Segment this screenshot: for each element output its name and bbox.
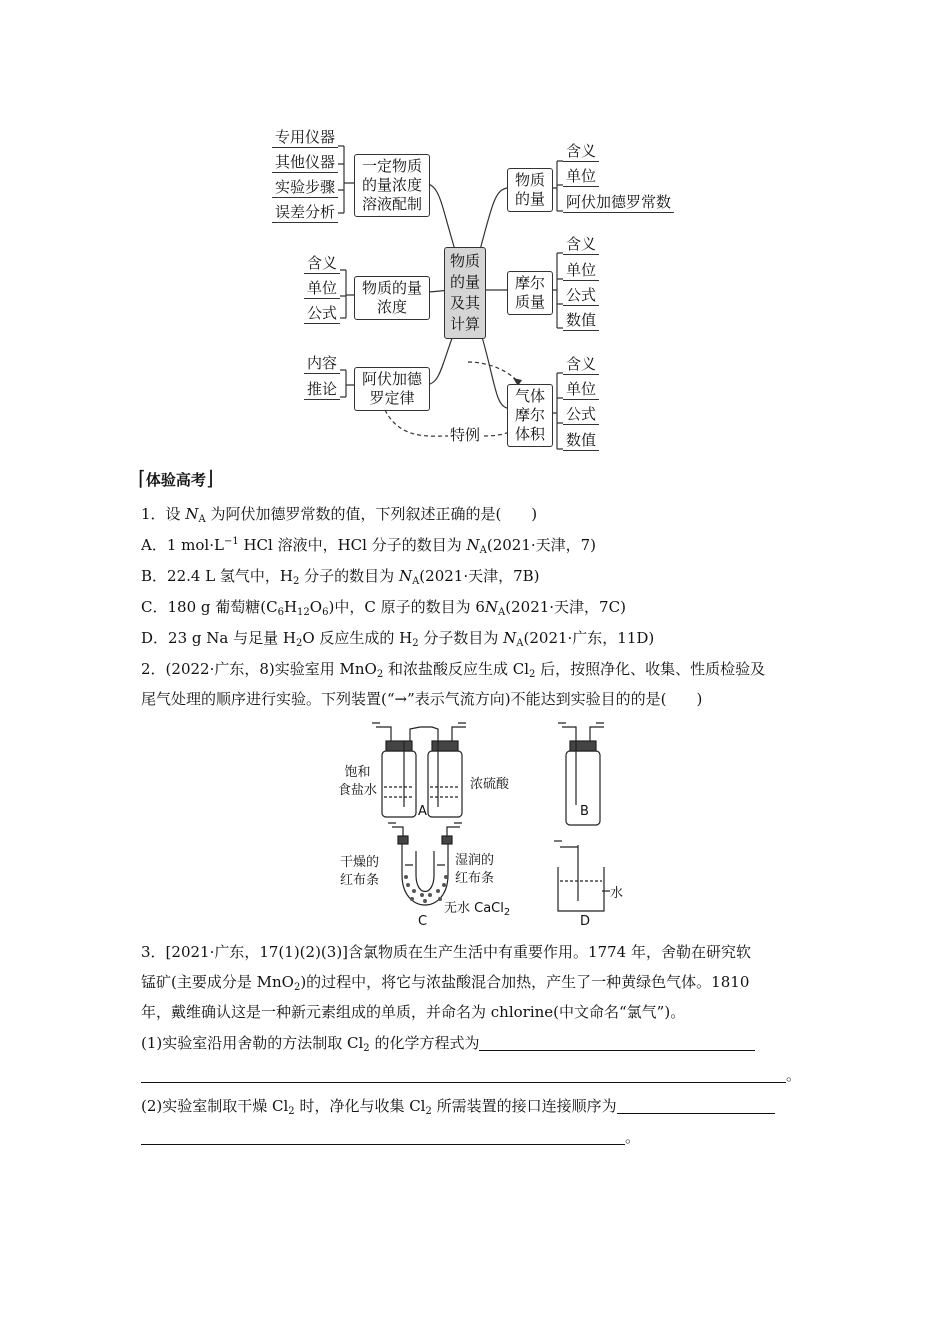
mind-map-leaf: 含义 [563,235,599,255]
mind-map-leaf: 其他仪器 [272,153,338,173]
label-wet-cloth: 湿润的 红布条 [455,853,495,886]
label-a: A [418,804,427,819]
mind-map-node-molar-volume: 气体 摩尔 体积 [507,384,553,447]
question-3-line-2: 锰矿(主要成分是 MnO$_2$)的过程中，将它与浓盐酸混合加热，产生了一种黄绿色气体。1810 [141,973,750,993]
question-3-line-1: 3．[2021·广东，17(1)(2)(3)]含氯物质在生产生活中有重要作用。1774 年，舍勒在研究软 [141,943,751,961]
mind-map-special-case: 特例 [450,426,481,444]
mind-map-leaf: 公式 [304,304,340,324]
label-b: B [580,804,589,819]
question-2-line-2: 尾气处理的顺序进行实验。下列装置(“→”表示气流方向)不能达到实验目的的是( ) [141,690,703,708]
question-3-part-2: (2)实验室制取干燥 $Cl_2$ 时，净化与收集 $Cl_2$ 所需装置的接口连接顺序为 [141,1094,775,1118]
question-2-line-1: 2．(2022·广东，8)实验室用 MnO$_2$ 和浓盐酸反应生成 $Cl_2$ 后，按照净化、收集、性质检验及 [141,660,766,680]
mind-map-leaf: 实验步骤 [272,178,338,198]
mind-map-center: 物质 的量 及其 计算 [444,247,486,339]
question-3-part-1-cont: 。 [141,1063,801,1087]
label-d: D [580,914,591,929]
question-3-part-1: (1)实验室沿用舍勒的方法制取 $Cl_2$ 的化学方程式为 [141,1031,755,1055]
mind-map-leaf: 单位 [563,380,599,400]
mind-map-leaf: 数值 [563,311,599,331]
mind-map-leaf: 内容 [304,354,340,374]
question-1-stem: 1．设 $N_A$ 为阿伏加德罗常数的值，下列叙述正确的是( ) [141,505,538,525]
mind-map-leaf: 单位 [563,261,599,281]
answer-blank-2b[interactable] [141,1127,625,1145]
mind-map-node-concentration: 物质的量 浓度 [354,276,430,320]
answer-blank-2a[interactable] [617,1096,775,1114]
mind-map-node-avogadro-law: 阿伏加德 罗定律 [354,367,430,411]
mind-map-leaf: 公式 [563,286,599,306]
section-title: ⌈体验高考⌋ [138,466,214,490]
label-water: 水 [610,886,624,901]
mind-map-node-molar-mass: 摩尔 质量 [507,271,553,315]
question-1-option-d: D．23 g Na 与足量 $H_2O$ 反应生成的 $H_2$ 分子数目为 $N_A(2021\cdot$广东，11D) [141,629,655,649]
question-1-option-b: B．22.4 L 氢气中，$H_2$ 分子的数目为 $N_A(2021\cdot$天津，7B) [141,567,540,587]
mind-map-connectors [0,0,950,460]
question-1-option-a: A．1 $mol\cdot L^{-1}$ HCl 溶液中，HCl 分子的数目为 $N_A(2021\cdot$天津，7) [141,536,597,556]
mind-map-node-solution-prep: 一定物质 的量浓度 溶液配制 [354,154,430,217]
mind-map-leaf: 专用仪器 [272,128,338,148]
question-1-option-c: C．180 g 葡萄糖$(C_6H_{12}O_6)$中，C 原子的数目为 $6N_A(2021\cdot$天津，7C) [141,598,626,618]
bracket-open: ⌈ [138,466,146,490]
bracket-close: ⌋ [205,466,214,490]
answer-blank-1b[interactable] [141,1065,786,1083]
mind-map-leaf: 单位 [563,167,599,187]
mind-map-leaf: 含义 [304,254,340,274]
label-c: C [418,914,428,929]
mind-map-leaf: 误差分析 [272,203,338,223]
mind-map-leaf: 数值 [563,431,599,451]
mind-map-leaf: 含义 [563,355,599,375]
question-3-part-2-cont: 。 [141,1125,640,1149]
mind-map-leaf: 阿伏加德罗常数 [563,193,674,213]
question-3-line-3: 年，戴维确认这是一种新元素组成的单质，并命名为 chlorine(中文命名“氯气”)。 [141,1003,686,1021]
label-saturated-brine: 饱和 食盐水 [338,765,378,798]
mind-map-node-amount: 物质 的量 [507,168,553,212]
answer-blank-1a[interactable] [479,1033,755,1051]
mind-map-leaf: 公式 [563,405,599,425]
label-dry-cloth: 干燥的 红布条 [340,855,380,888]
mind-map-leaf: 含义 [563,142,599,162]
mind-map-leaf: 推论 [304,380,340,400]
mind-map-leaf: 单位 [304,279,340,299]
label-anhydrous-cacl2: 无水 CaCl$_2$ [444,901,511,918]
label-conc-sulfuric-acid: 浓硫酸 [470,777,510,792]
